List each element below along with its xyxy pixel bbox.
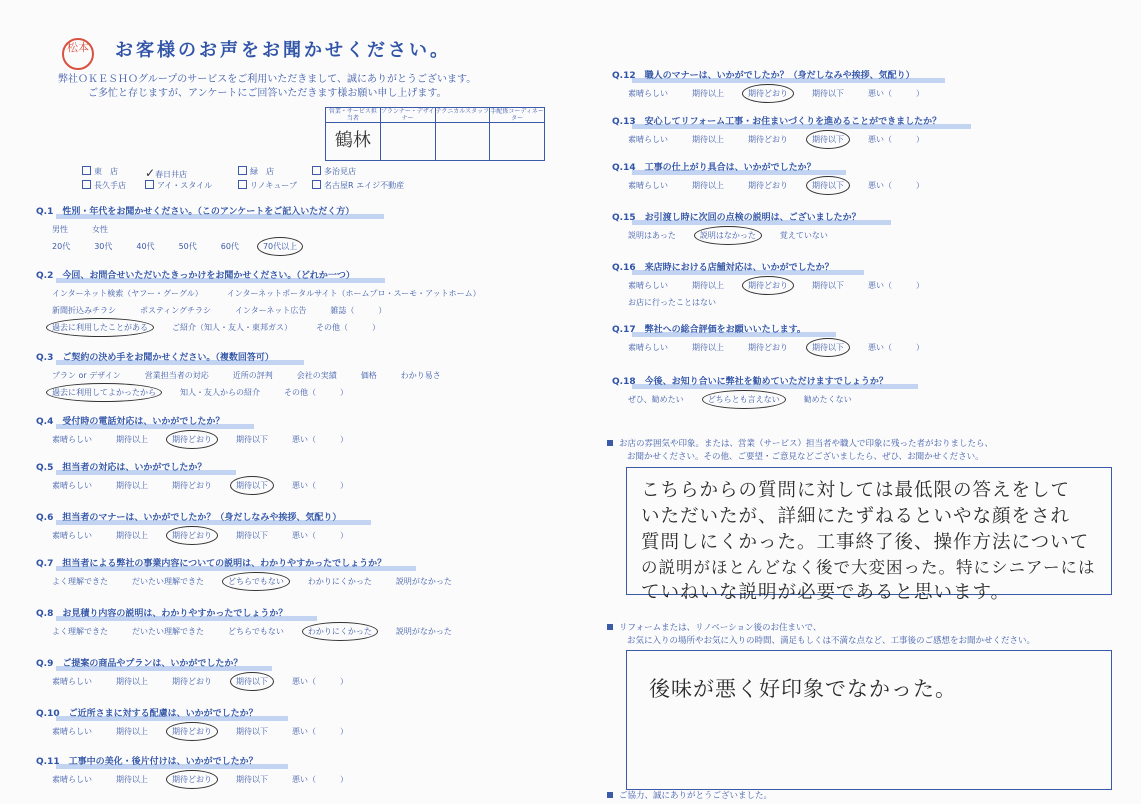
answer-option[interactable]: 期待以上 [116,481,148,490]
question-heading: Q.18 今後、お知り合いに弊社を勧めていただけますでしょうか？ [612,374,888,387]
question-heading: Q.1 性別・年代をお聞かせください。（このアンケートをご記入いただく方） [36,204,354,217]
thank-you-footer: ご協力、誠にありがとうございました。 [607,789,772,801]
survey-title: お客様のお声をお聞かせください。 [115,40,451,61]
answer-option[interactable]: だいたい理解できた [132,627,204,636]
store-option[interactable]: 名古屋R エイジ不動産 [312,180,404,191]
comment-prompt-1: お店の雰囲気や印象。または、営業（サービス）担当者や職人で印象に残った者がおりましたら、 [607,437,993,449]
answer-options [52,626,476,637]
answer-options [628,280,948,291]
answer-options [52,241,321,252]
store-option[interactable]: 多治見店 [312,166,356,177]
answer-option[interactable]: その他（ [284,388,316,397]
answer-options [52,305,410,316]
answer-option-selected[interactable]: 期待以下 [236,481,268,490]
answer-option[interactable]: ぜひ、勧めたい [628,395,684,404]
answer-options [628,134,948,145]
answer-option[interactable]: 勧めたくない [803,395,852,404]
answer-option-selected[interactable]: 期待どおり [748,89,788,98]
comment-prompt-2: リフォームまたは、リノベーション後のお住まいで、 [607,621,821,633]
answer-option[interactable]: 説明がなかった [395,627,452,636]
answer-option-selected[interactable]: 期待以下 [812,343,844,352]
answer-option[interactable]: 女性 [92,225,108,234]
answer-option[interactable]: だいたい理解できた [132,577,204,586]
answer-option[interactable]: 期待どおり [748,181,788,190]
answer-option[interactable]: 40代 [136,242,155,251]
answer-option[interactable]: 悪い（ [292,677,316,686]
question-heading: Q.4 受付時の電話対応は、いかがでしたか？ [36,414,224,427]
answer-option[interactable]: 素晴らしい [628,281,668,290]
answer-options [52,224,132,235]
answer-option[interactable]: よく理解できた [52,627,108,636]
answer-option[interactable]: 期待以下 [236,727,268,736]
answer-option[interactable]: 説明はあった [628,231,676,240]
question-heading: Q.7 担当者による弊社の事業内容についての説明は、わかりやすかったでしょうか？ [36,556,386,569]
answer-option-selected[interactable]: どちらとも言えない [707,395,780,404]
answer-option[interactable]: 期待どおり [172,481,212,490]
answer-option-selected[interactable]: 期待どおり [172,435,212,444]
answer-option[interactable]: ） [378,306,387,315]
question-heading: Q.8 お見積り内容の説明は、わかりやすかったでしょうか？ [36,606,287,619]
answer-option-selected[interactable]: 期待以下 [812,135,844,144]
answer-option[interactable]: 悪い（ [868,135,892,144]
answer-option-selected[interactable]: 期待以下 [812,181,844,190]
answer-option[interactable]: 新聞折込みチラシ [52,306,116,315]
answer-options [52,530,372,541]
answer-option[interactable]: 悪い（ [868,343,892,352]
square-bullet-icon [607,792,613,798]
answer-option[interactable]: 悪い（ [292,435,316,444]
answer-option[interactable]: 素晴らしい [52,435,92,444]
answer-option[interactable]: 素晴らしい [628,89,668,98]
answer-option[interactable]: 覚えていない [779,231,828,240]
intro-line-1: 弊社ＯＫＥＳＨＯグループのサービスをご利用いただきまして、誠にありがとうございます。 [58,74,477,85]
staff-col-planner: プランナー・デザイナー [381,108,436,160]
answer-option[interactable]: ） [916,135,924,144]
answer-option[interactable]: 期待どおり [748,343,788,352]
staff-sales-name[interactable]: 鶴林 [334,130,371,151]
answer-option[interactable]: 素晴らしい [52,727,92,736]
store-option[interactable]: 長久手店 [82,180,126,191]
answer-option[interactable]: ） [916,343,924,352]
answer-option[interactable]: 素晴らしい [52,677,92,686]
answer-option[interactable]: 期待以上 [692,343,724,352]
answer-option-selected[interactable]: どちらでもない [228,577,284,586]
answer-option-selected[interactable]: 期待どおり [748,281,788,290]
answer-option[interactable]: 素晴らしい [52,481,92,490]
answer-option[interactable]: インターネット検索（ヤフー・グーグル） [52,289,203,298]
question-heading: Q.12 職人のマナーは、いかがでしたか？（身だしなみや挨拶、気配り） [612,68,915,81]
answer-option[interactable]: 価格 [360,371,377,380]
answer-option[interactable]: 期待以上 [116,775,148,784]
store-option[interactable]: 緑 店 [238,166,274,177]
answer-options [628,394,876,405]
question-heading: Q.11 工事中の美化・後片付けは、いかがでしたか？ [36,754,258,767]
answer-option[interactable]: 素晴らしい [52,775,92,784]
store-option[interactable]: アイ・スタイル [145,180,212,191]
answer-option[interactable]: 60代 [220,242,239,251]
answer-option[interactable]: インターネット広告 [235,306,307,315]
answer-option[interactable]: 50代 [178,242,197,251]
answer-options [52,774,372,785]
answer-option[interactable]: 期待どおり [748,135,788,144]
answer-option[interactable]: 悪い（ [292,727,316,736]
question-heading: Q.17 弊社への総合評価をお願いいたします。 [612,322,806,335]
answer-option[interactable]: 説明がなかった [395,577,452,586]
answer-option[interactable]: ） [340,435,348,444]
square-bullet-icon [607,624,613,630]
store-option-checked[interactable]: ✓春日井店 [145,166,188,180]
answer-option[interactable]: ） [372,323,380,332]
answer-option[interactable]: どちらでもない [228,627,284,636]
handwritten-line: こちらからの質問に対しては最低限の答えをして [641,480,1071,501]
answer-option[interactable]: 30代 [94,242,113,251]
answer-option-selected[interactable]: 期待どおり [172,727,212,736]
answer-option-selected[interactable]: 期待どおり [172,775,212,784]
answer-option[interactable]: ） [916,281,924,290]
answer-option[interactable]: ご紹介（知人・友人・東邦ガス） [172,323,292,332]
answer-option[interactable]: ） [916,89,924,98]
answer-option[interactable]: インターネットポータルサイト（ホームプロ・スーモ・アットホーム） [226,289,481,298]
comment-prompt-1b: お聞かせください。その他、ご要望・ご意見などございましたら、ぜひ、お聞かせください。 [627,452,984,462]
answer-options [628,230,852,241]
question-heading: Q.3 ご契約の決め手をお聞かせください。（複数回答可） [36,350,274,363]
answer-option[interactable]: ポスティングチラシ [140,306,212,315]
question-heading: Q.10 ご近所さまに対する配慮は、いかがでしたか？ [36,706,258,719]
answer-option[interactable]: プラン or デザイン [52,371,121,380]
answer-option[interactable]: ） [340,531,348,540]
answer-option-selected[interactable]: 期待どおり [172,531,212,540]
handwritten-line: 質問しにくかった。工事終了後、操作方法について [641,532,1090,553]
answer-option[interactable]: ） [340,388,348,397]
answer-option-selected[interactable]: 期待以下 [236,677,268,686]
answer-option[interactable]: 男性 [52,225,68,234]
comment-box-2[interactable] [626,650,1112,790]
answer-option[interactable]: 素晴らしい [52,531,92,540]
answer-options [52,676,372,687]
handwritten-line: いただいたが、詳細にたずねるといやな顔をされ [641,506,1071,527]
answer-option[interactable]: 期待以下 [236,531,268,540]
intro-line-2: ご多忙と存じますが、アンケートにご回答いただきます様お願い申し上げます。 [88,88,447,99]
staff-col-sales: 営業・サービス担当者 鶴林 [326,108,381,160]
answer-option-selected[interactable]: 70代以上 [262,242,298,251]
answer-option[interactable]: 期待以上 [116,727,148,736]
answer-option[interactable]: 悪い（ [868,89,892,98]
answer-option[interactable]: 素晴らしい [628,343,668,352]
handwritten-line: ていねいな説明が必要であると思います。 [641,582,1011,603]
handwritten-line: の説明がほとんどなく後で大変困った。特にシニアーには [641,558,1096,577]
answer-option[interactable]: 会社の実績 [296,371,337,380]
answer-option[interactable]: 期待以上 [692,281,724,290]
answer-option[interactable]: 悪い（ [292,481,316,490]
answer-option[interactable]: 期待以下 [236,775,268,784]
answer-option-selected[interactable]: 過去に利用してよかったから [52,388,156,397]
answer-option[interactable]: 雑誌（ [330,306,355,315]
answer-options [628,297,740,308]
answer-option[interactable]: ） [340,481,348,490]
answer-option[interactable]: 悪い（ [292,775,316,784]
answer-option[interactable]: 営業担当者の対応 [144,371,209,380]
answer-option[interactable]: 20代 [52,242,71,251]
answer-option[interactable]: よく理解できた [52,577,108,586]
answer-option-selected[interactable]: 過去に利用したことがある [52,323,148,332]
answer-option[interactable]: 期待以上 [692,89,724,98]
question-heading: Q.16 来店時における店舗対応は、いかがでしたか？ [612,260,834,273]
answer-option[interactable]: 期待以下 [812,89,844,98]
answer-option[interactable]: わかり易さ [400,371,441,380]
answer-option[interactable]: 期待以下 [812,281,844,290]
question-heading: Q.9 ご提案の商品やプランは、いかがでしたか？ [36,656,242,669]
answer-option-selected[interactable]: わかりにくかった [307,627,372,636]
answer-options [52,480,372,491]
answer-option-selected[interactable]: 説明はなかった [699,231,756,240]
staff-table [325,107,545,161]
store-option[interactable]: リノキューブ [238,180,297,191]
answer-option[interactable]: ） [340,677,348,686]
answer-option[interactable]: その他（ [316,323,348,332]
answer-option[interactable]: お店に行ったことはない [628,298,716,307]
comment-box-1[interactable] [626,467,1112,603]
answer-options [52,576,476,587]
answer-option[interactable]: 近所の評判 [232,371,273,380]
question-heading: Q.2 今回、お問合せいただいたきっかけをお聞かせください。（どれか一つ） [36,268,355,281]
answer-option[interactable]: ） [916,181,924,190]
answer-option[interactable]: 期待以上 [116,531,148,540]
answer-options [52,322,404,333]
answer-option[interactable]: 期待以上 [692,181,724,190]
staff-col-technical: テクニカルスタッフ [436,108,491,160]
square-bullet-icon [607,440,613,446]
question-heading: Q.6 担当者のマナーは、いかがでしたか？（身だしなみや挨拶、気配り） [36,510,341,523]
answer-options [52,387,372,398]
answer-options [628,180,948,191]
question-heading: Q.15 お引渡し時に次回の点検の説明は、ございましたか？ [612,210,861,223]
question-heading: Q.5 担当者の対応は、いかがでしたか？ [36,460,206,473]
answer-option[interactable]: わかりにくかった [307,577,372,586]
handwritten-answer: 後味が悪く好印象でなかった。 [649,677,957,701]
answer-option[interactable]: ） [340,775,348,784]
answer-option[interactable]: 期待以上 [116,677,148,686]
question-heading: Q.14 工事の仕上がり具合は、いかがでしたか？ [612,160,816,173]
answer-option[interactable]: 期待以下 [236,435,268,444]
answer-option[interactable]: 悪い（ [868,181,892,190]
question-heading: Q.13 安心してリフォーム工事・お住まいづくりを進めることができましたか？ [612,114,941,127]
answer-options [52,434,372,445]
answer-option[interactable]: 素晴らしい [628,181,668,190]
answer-options [52,288,505,299]
answer-options [628,88,948,99]
answer-options [52,370,465,381]
comment-prompt-2b: お気に入りの場所やお気に入りの時間、満足もしくは不満な点など、工事後のご感想をお聞かせください。 [627,636,1036,646]
answer-option[interactable]: 期待以上 [692,135,724,144]
store-option[interactable]: 東 店 [82,166,118,177]
answer-option[interactable]: 期待以上 [116,435,148,444]
check-mark-icon: ✓ [145,166,156,180]
answer-options [628,342,948,353]
answer-option[interactable]: 素晴らしい [628,135,668,144]
answer-option[interactable]: 悪い（ [868,281,892,290]
answer-option[interactable]: ） [340,727,348,736]
approval-stamp: 松本 [62,38,94,70]
staff-col-coordinator: 手配係コーディネーター [490,108,544,122]
answer-options [52,726,372,737]
answer-option[interactable]: 悪い（ [292,531,316,540]
answer-option[interactable]: 期待どおり [172,677,212,686]
answer-option[interactable]: 知人・友人からの紹介 [180,388,260,397]
